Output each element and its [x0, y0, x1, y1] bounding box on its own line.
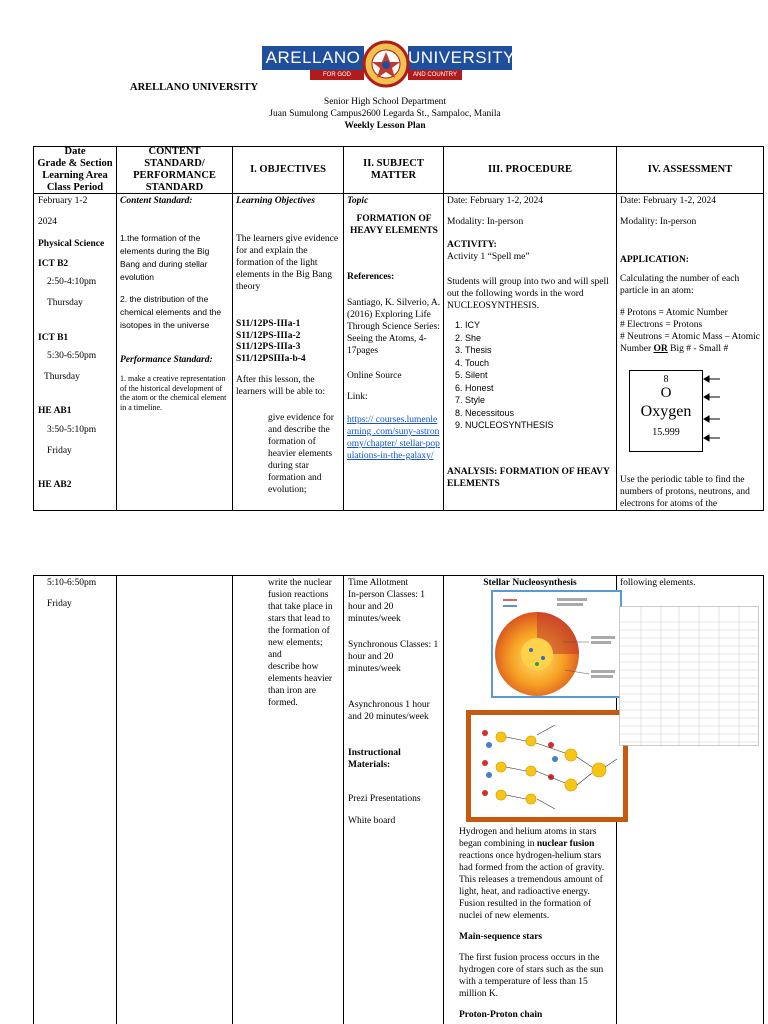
objective-3: describe how elements heavier than iron are formed. — [268, 662, 333, 708]
logo-left-banner: ARELLANO — [262, 46, 364, 70]
proton-proton-heading: Proton-Proton chain — [459, 1010, 543, 1020]
list-item: 2. She — [465, 332, 613, 345]
analysis-heading: ANALYSIS: FORMATION OF HEAVY ELEMENTS — [447, 466, 610, 489]
col-header-standard: CONTENT STANDARD/ PERFORMANCE STANDARD — [133, 146, 216, 193]
stellar-heading: Stellar Nucleosynthesis — [483, 578, 577, 588]
objective-2: write the nuclear fusion reactions that take place in stars that lead to the formation of new elements; — [268, 578, 333, 648]
school-name: ARELLANO UNIVERSITY — [130, 82, 259, 93]
time-ict-b2: 2:50-4:10pm — [47, 277, 97, 287]
list-item: 4. Touch — [465, 357, 613, 370]
content-standard-2: 2. the distribution of the chemical elements and the isotopes in the universe — [120, 294, 222, 330]
materials-label: Instructional Materials: — [348, 748, 401, 770]
list-item: 1. ICY — [465, 319, 613, 332]
subject-matter-cell — [347, 195, 441, 462]
col-header-objectives: I. OBJECTIVES — [250, 164, 326, 175]
list-item: 9. NUCLEOSYNTHESIS — [465, 419, 613, 432]
atomic-number: 8 — [663, 374, 669, 385]
list-item: 6. Honest — [465, 382, 613, 395]
logo-right-banner: UNIVERSITY — [408, 46, 512, 70]
asynchronous-classes: Asynchronous 1 hour and 20 minutes/week — [348, 700, 430, 722]
reference-link[interactable]: https:// courses.lumenlearning .com/suny-astronomy/chapter/ stellar-populations-in-the-galaxy/ — [347, 415, 440, 461]
plan-title: Weekly Lesson Plan — [344, 121, 426, 131]
material-2: White board — [348, 816, 396, 826]
procedure-date: Date: February 1-2, 2024 — [447, 196, 544, 206]
worksheet-table-image — [619, 606, 759, 746]
time-allotment-label: Time Allotment — [348, 578, 409, 588]
word-list — [447, 319, 613, 432]
content-standard-1: 1.the formation of the elements during the Big Bang and during stellar evolution — [120, 233, 210, 282]
arrow-icons — [702, 372, 722, 452]
list-item: 8. Necessitous — [465, 407, 613, 420]
assessment-date: Date: February 1-2, 2024 — [620, 196, 717, 206]
procedure-modality: Modality: In-person — [447, 217, 524, 227]
formula-electrons: # Electrons = Protons — [620, 320, 703, 330]
day-he-ab2: Friday — [47, 599, 72, 609]
col-header-assessment: IV. ASSESSMENT — [647, 164, 733, 175]
reference-entry: Santiago, K. Silverio, A. (2016) Exploring Life Through Science Series: Seeing the Atoms, 4-17pages — [347, 298, 441, 356]
objectives-cell-continued — [268, 577, 340, 709]
main-sequence-paragraph: The first fusion process occurs in the hydrogen core of stars such as the sun with a temperature of less than 15 million K. — [459, 953, 604, 999]
objectives-cell — [236, 195, 340, 496]
logo-motto-right: AND COUNTRY — [408, 70, 462, 80]
fusion-paragraph: Hydrogen and helium atoms in stars began combining in nuclear fusion reactions once hydrogen-helium stars had formed from the action of gravity. This releases a tremendous amount of light, heat, and radioactive energy. Fusion resulted in the formation of nuclei of new elements. — [459, 827, 605, 921]
time-he-ab2: 5:10-6:50pm — [47, 578, 97, 588]
online-source: Online Source — [347, 371, 402, 381]
section-ict-b1: ICT B1 — [38, 333, 69, 343]
address: Juan Sumulong Campus2600 Legarda St., Sampaloc, Manila — [269, 109, 501, 119]
fusion-chain-image — [466, 710, 628, 822]
inperson-classes: In-person Classes: 1 hour and 20 minutes/week — [348, 590, 426, 624]
competency-codes: S11/12PS-IIIa-1 S11/12PS-IIIa-2 S11/12PS-IIIa-3 S11/12PSIIIa-b-4 — [236, 319, 306, 364]
day-ict-b2: Thursday — [47, 298, 83, 308]
date-cell-continued — [47, 577, 115, 610]
topic-title: FORMATION OF HEAVY ELEMENTS — [350, 214, 438, 236]
material-1: Prezi Presentations — [348, 794, 421, 804]
oxygen-element-tile — [629, 370, 703, 452]
application-label: APPLICATION: — [620, 255, 689, 265]
learning-objectives-label: Learning Objectives — [236, 196, 315, 206]
university-logo — [262, 44, 516, 84]
assessment-continued: following elements. — [620, 578, 696, 588]
objectives-intro: The learners give evidence for and explain the formation of the light elements in the Big Bang theory — [236, 234, 339, 292]
application-intro: Calculating the number of each particle in an atom: — [620, 274, 740, 296]
formula-neutrons: # Neutrons = Atomic Mass – Atomic Number OR Big # - Small # — [620, 332, 760, 354]
subject-matter-continued — [348, 577, 441, 827]
stellar-text — [459, 826, 611, 1021]
activity-title: Activity 1 “Spell me” — [447, 252, 530, 262]
col-header-date: Date Grade & Section Learning Area Class Period — [37, 146, 113, 193]
department: Senior High School Department — [323, 97, 447, 107]
objective-and: and — [268, 650, 282, 660]
procedure-cell — [447, 195, 613, 490]
list-item: 5. Silent — [465, 369, 613, 382]
section-ict-b2: ICT B2 — [38, 259, 69, 269]
section-he-ab1: HE AB1 — [38, 406, 72, 416]
col-header-procedure: III. PROCEDURE — [487, 164, 572, 175]
performance-standard-1: 1. make a creative representation of the historical development of the atom or the chemical element in a timeline. — [120, 374, 227, 412]
section-he-ab2: HE AB2 — [38, 480, 72, 490]
list-item: 7. Style — [465, 394, 613, 407]
list-item: 3. Thesis — [465, 344, 613, 357]
year: 2024 — [38, 217, 57, 227]
link-label: Link: — [347, 392, 368, 402]
main-sequence-heading: Main-sequence stars — [459, 932, 543, 942]
periodic-table-instruction: Use the periodic table to find the numbers of protons, neutrons, and electrons for atoms of the — [620, 475, 750, 509]
standards-cell — [120, 195, 230, 412]
activity-label: ACTIVITY: — [447, 240, 497, 250]
day-ict-b1: Thursday — [44, 372, 80, 382]
date-cell — [38, 195, 116, 491]
activity-instructions: Students will group into two and will spell out the following words in the word NUCLEOSYNTHESIS. — [447, 277, 609, 311]
learning-area: Physical Science — [38, 239, 105, 249]
element-symbol: O — [660, 385, 672, 401]
formula-protons: # Protons = Atomic Number — [620, 308, 728, 318]
content-standard-label: Content Standard: — [120, 196, 193, 206]
logo-motto-left: FOR GOD — [310, 70, 364, 80]
seal-icon — [362, 40, 410, 88]
synchronous-classes: Synchronous Classes: 1 hour and 20 minutes/week — [348, 640, 439, 674]
assessment-modality: Modality: In-person — [620, 217, 697, 227]
references-label: References: — [347, 272, 395, 282]
day-he-ab1: Friday — [47, 446, 72, 456]
topic-label: Topic — [347, 196, 369, 206]
atomic-mass: 15.999 — [652, 427, 680, 438]
performance-standard-label: Performance Standard: — [120, 355, 213, 365]
time-ict-b1: 5:30-6:50pm — [47, 351, 97, 361]
sun-diagram-image — [491, 590, 622, 698]
objective-1: give evidence for and describe the formation of heavier elements during star formation and evolution; — [268, 413, 334, 495]
objectives-after: After this lesson, the learners will be able to: — [236, 375, 326, 397]
time-he-ab1: 3:50-5:10pm — [47, 425, 97, 435]
assessment-cell — [620, 195, 762, 355]
col-header-subject-matter: II. SUBJECT MATTER — [363, 158, 424, 181]
element-name: Oxygen — [640, 403, 692, 420]
date: February 1-2 — [38, 196, 88, 206]
